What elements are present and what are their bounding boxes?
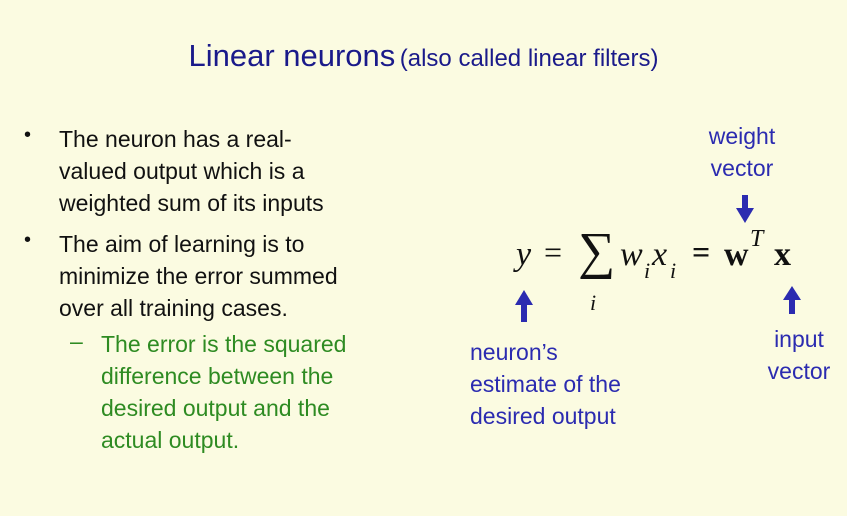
sub-bullet-line-1: The error is the squared — [101, 331, 347, 357]
slide-title — [0, 38, 847, 74]
eq-sum-index: i — [590, 290, 597, 315]
bullet-2-line-3: over all training cases. — [59, 295, 288, 321]
bullet-1-line-1: The neuron has a real- — [59, 126, 292, 152]
title-note: (also called linear filters) — [399, 45, 659, 72]
title-main: Linear neurons — [188, 38, 396, 73]
bullet-1 — [59, 123, 324, 219]
input-vector-line-2: vector — [767, 358, 831, 384]
eq-equals-1: = — [544, 234, 563, 270]
sub-bullet — [101, 328, 346, 456]
equation — [510, 222, 810, 322]
sub-bullet-dash: – — [70, 328, 83, 354]
bullet-2 — [59, 228, 338, 324]
neuron-estimate-line-3: desired output — [470, 403, 616, 429]
input-vector-label — [752, 323, 846, 387]
eq-transpose: T — [750, 226, 764, 252]
bullet-dot-2: • — [24, 229, 32, 251]
eq-w: w — [620, 236, 643, 273]
bullet-dot-1: • — [24, 124, 32, 146]
eq-w-sub: i — [644, 258, 651, 283]
weight-vector-line-1: weight — [708, 123, 776, 149]
sub-bullet-line-2: difference between the — [101, 363, 334, 389]
sub-bullet-line-3: desired output and the — [101, 395, 330, 421]
eq-x: x — [652, 236, 668, 273]
bullet-1-line-3: weighted sum of its inputs — [59, 190, 324, 216]
eq-equals-2: = — [692, 234, 711, 270]
bullet-2-line-2: minimize the error summed — [59, 263, 338, 289]
neuron-estimate-line-2: estimate of the — [470, 371, 621, 397]
eq-sigma: ∑ — [578, 223, 616, 280]
sub-bullet-line-4: actual output. — [101, 427, 240, 453]
arrow-up-icon — [515, 290, 533, 322]
eq-bold-w: w — [724, 236, 749, 273]
bullet-2-line-1: The aim of learning is to — [59, 231, 305, 257]
neuron-estimate-label — [470, 336, 621, 432]
neuron-estimate-line-1: neuron’s — [470, 339, 558, 365]
eq-bold-x: x — [774, 236, 791, 273]
input-vector-line-1: input — [774, 326, 824, 352]
weight-vector-line-2: vector — [710, 155, 774, 181]
arrow-down-icon — [736, 195, 754, 223]
weight-vector-label — [702, 120, 782, 184]
arrow-up-icon — [783, 286, 801, 314]
eq-x-sub: i — [670, 258, 677, 283]
bullet-1-line-2: valued output which is a — [59, 158, 305, 184]
eq-y: y — [516, 236, 532, 273]
